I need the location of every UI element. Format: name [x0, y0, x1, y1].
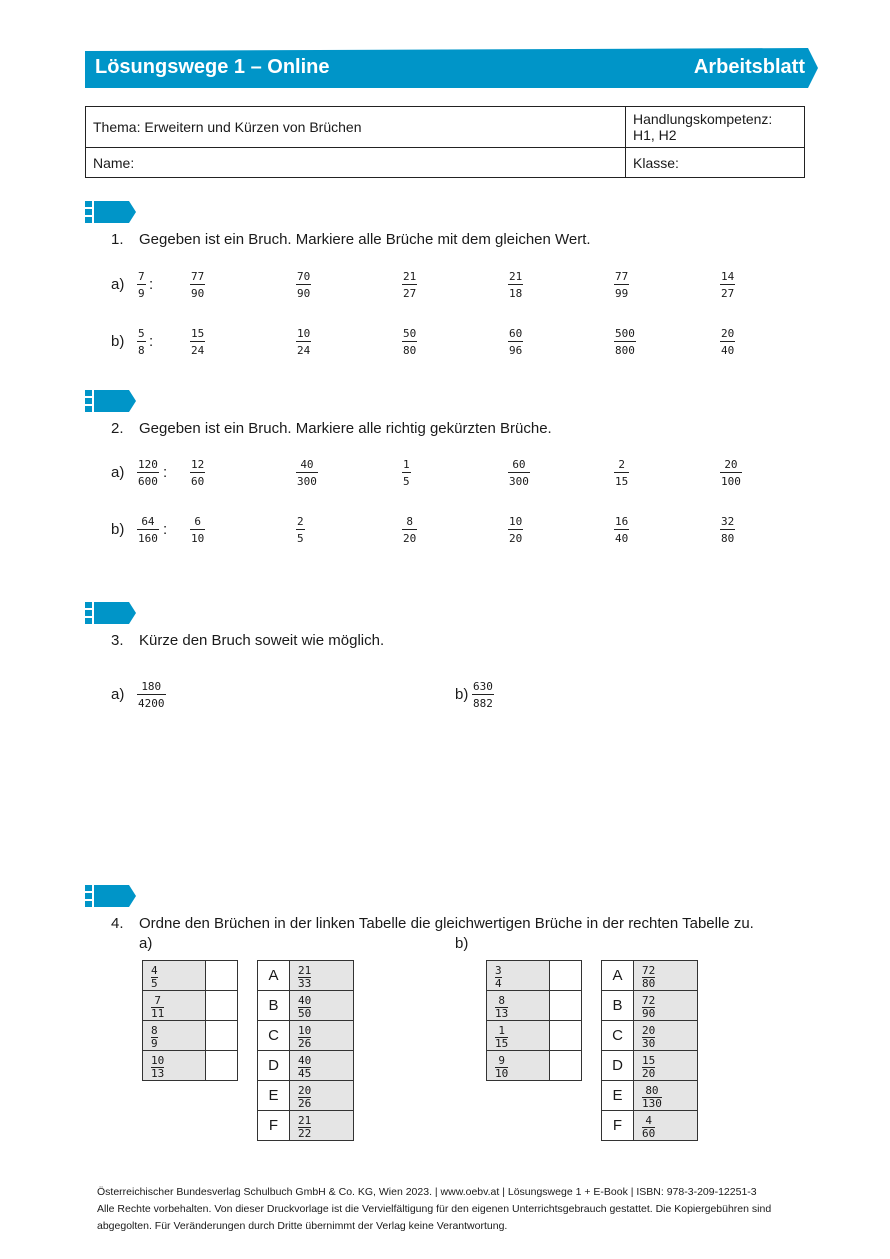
task4-a-right-table — [257, 960, 354, 1141]
fraction-option[interactable]: $\frac{16}{40}$ — [615, 515, 629, 545]
answer-cell[interactable] — [206, 1051, 238, 1081]
table-row: $\frac{3}{4}$ — [487, 961, 550, 991]
row-letter: E — [258, 1081, 290, 1111]
task1-b-given-fraction: $\frac{5}{8}$ — [138, 327, 145, 357]
task2-a-label: a) — [111, 464, 125, 481]
fraction-option[interactable]: $\frac{40}{300}$ — [297, 458, 317, 488]
row-letter: E — [602, 1081, 634, 1111]
fraction-option[interactable]: $\frac{500}{800}$ — [615, 327, 635, 357]
fraction-option[interactable]: $\frac{60}{96}$ — [509, 327, 523, 357]
task4-question: 4. Ordne den Brüchen in der linken Tabelle die gleichwertigen Brüche in der rechten Tabelle zu. — [111, 915, 754, 932]
class-cell[interactable]: Klasse: — [626, 148, 805, 178]
info-table — [85, 106, 805, 178]
fraction-option[interactable]: $\frac{50}{80}$ — [403, 327, 417, 357]
fraction-option[interactable]: $\frac{12}{60}$ — [191, 458, 205, 488]
footer-rights: Alle Rechte vorbehalten. Von dieser Druckvorlage ist die Vervielfältigung für den eigenen Unterrichtsgebrauch gestattet. Die Kopiergebühren sind abgegolten. Für Veränderungen durch Dritte übernimmt der Verlag keine Verantwortung. — [97, 1203, 772, 1232]
task1-b-label: b) — [111, 333, 125, 350]
task3-b-fraction: $\frac{630}{882}$ — [473, 680, 493, 710]
fraction-option[interactable]: $\frac{20}{100}$ — [721, 458, 741, 488]
competence-cell: Handlungskompetenz: H1, H2 — [626, 107, 805, 148]
row-letter: B — [602, 991, 634, 1021]
footer — [97, 1184, 817, 1235]
task2-a-given-fraction: $\frac{120}{600}$ — [138, 458, 158, 488]
task1-question: 1. Gegeben ist ein Bruch. Markiere alle Brüche mit dem gleichen Wert. — [111, 231, 591, 248]
fraction-option[interactable]: $\frac{8}{20}$ — [403, 515, 417, 545]
task4-b-label: b) — [455, 935, 469, 952]
table-row: $\frac{20}{26}$ — [290, 1081, 354, 1111]
task3-question: 3. Kürze den Bruch soweit wie möglich. — [111, 632, 385, 649]
table-row: $\frac{40}{45}$ — [290, 1051, 354, 1081]
table-row: $\frac{1}{15}$ — [487, 1021, 550, 1051]
fraction-option[interactable]: $\frac{32}{80}$ — [721, 515, 735, 545]
table-row: $\frac{21}{33}$ — [290, 961, 354, 991]
table-row: $\frac{7}{11}$ — [143, 991, 206, 1021]
row-letter: D — [258, 1051, 290, 1081]
task2-question: 2. Gegeben ist ein Bruch. Markiere alle richtig gekürzten Brüche. — [111, 420, 552, 437]
table-row: $\frac{4}{5}$ — [143, 961, 206, 991]
name-cell[interactable]: Name: — [86, 148, 626, 178]
fraction-option[interactable]: $\frac{70}{90}$ — [297, 270, 311, 300]
fraction-option[interactable]: $\frac{77}{90}$ — [191, 270, 205, 300]
table-row: $\frac{40}{50}$ — [290, 991, 354, 1021]
fraction-option[interactable]: $\frac{20}{40}$ — [721, 327, 735, 357]
table-row: $\frac{8}{13}$ — [487, 991, 550, 1021]
section-marker-icon — [85, 201, 137, 223]
table-row: $\frac{72}{90}$ — [634, 991, 698, 1021]
fraction-option[interactable]: $\frac{2}{5}$ — [297, 515, 304, 545]
task4-a-label: a) — [139, 935, 153, 952]
task4-b-left-table — [486, 960, 582, 1081]
table-row: $\frac{21}{22}$ — [290, 1111, 354, 1141]
footer-publisher: Österreichischer Bundesverlag Schulbuch GmbH & Co. KG, Wien 2023. | www.oebv.at | Lösungswege 1 + E-Book | ISBN: 978-3-209-12251-3 — [97, 1186, 757, 1198]
row-letter: F — [602, 1111, 634, 1141]
table-row: $\frac{10}{13}$ — [143, 1051, 206, 1081]
answer-cell[interactable] — [206, 991, 238, 1021]
table-row: $\frac{20}{30}$ — [634, 1021, 698, 1051]
row-letter: C — [602, 1021, 634, 1051]
row-letter: A — [258, 961, 290, 991]
table-row: $\frac{9}{10}$ — [487, 1051, 550, 1081]
fraction-option[interactable]: $\frac{10}{24}$ — [297, 327, 311, 357]
fraction-option[interactable]: $\frac{6}{10}$ — [191, 515, 205, 545]
task4-b-right-table — [601, 960, 698, 1141]
fraction-option[interactable]: $\frac{21}{18}$ — [509, 270, 523, 300]
section-marker-icon — [85, 390, 137, 412]
fraction-option[interactable]: $\frac{21}{27}$ — [403, 270, 417, 300]
section-marker-icon — [85, 602, 137, 624]
answer-cell[interactable] — [206, 1021, 238, 1051]
row-letter: F — [258, 1111, 290, 1141]
task3-a-fraction: $\frac{180}{4200}$ — [138, 680, 165, 710]
table-row: $\frac{4}{60}$ — [634, 1111, 698, 1141]
row-letter: B — [258, 991, 290, 1021]
answer-cell[interactable] — [550, 1051, 582, 1081]
answer-cell[interactable] — [550, 961, 582, 991]
fraction-option[interactable]: $\frac{15}{24}$ — [191, 327, 205, 357]
table-row: $\frac{8}{9}$ — [143, 1021, 206, 1051]
task4-a-left-table — [142, 960, 238, 1081]
task3-a-label: a) — [111, 686, 125, 703]
table-row: $\frac{10}{26}$ — [290, 1021, 354, 1051]
header-title: Lösungswege 1 – Online — [95, 56, 330, 78]
header-doc-type: Arbeitsblatt — [693, 56, 805, 78]
fraction-option[interactable]: $\frac{2}{15}$ — [615, 458, 629, 488]
fraction-option[interactable]: $\frac{10}{20}$ — [509, 515, 523, 545]
task2-b-given-fraction: $\frac{64}{160}$ — [138, 515, 158, 545]
task1-a-given-fraction: $\frac{7}{9}$ — [138, 270, 145, 300]
fraction-option[interactable]: $\frac{60}{300}$ — [509, 458, 529, 488]
row-letter: D — [602, 1051, 634, 1081]
fraction-option[interactable]: $\frac{14}{27}$ — [721, 270, 735, 300]
answer-cell[interactable] — [206, 961, 238, 991]
task2-b-label: b) — [111, 521, 125, 538]
fraction-option[interactable]: $\frac{1}{5}$ — [403, 458, 410, 488]
topic-cell: Thema: Erweitern und Kürzen von Brüchen — [86, 107, 626, 148]
answer-cell[interactable] — [550, 991, 582, 1021]
section-marker-icon — [85, 885, 137, 907]
table-row: $\frac{72}{80}$ — [634, 961, 698, 991]
task3-b-label: b) — [455, 686, 469, 703]
task1-a-label: a) — [111, 276, 125, 293]
table-row: $\frac{80}{130}$ — [634, 1081, 698, 1111]
answer-cell[interactable] — [550, 1021, 582, 1051]
row-letter: A — [602, 961, 634, 991]
row-letter: C — [258, 1021, 290, 1051]
fraction-option[interactable]: $\frac{77}{99}$ — [615, 270, 629, 300]
table-row: $\frac{15}{20}$ — [634, 1051, 698, 1081]
